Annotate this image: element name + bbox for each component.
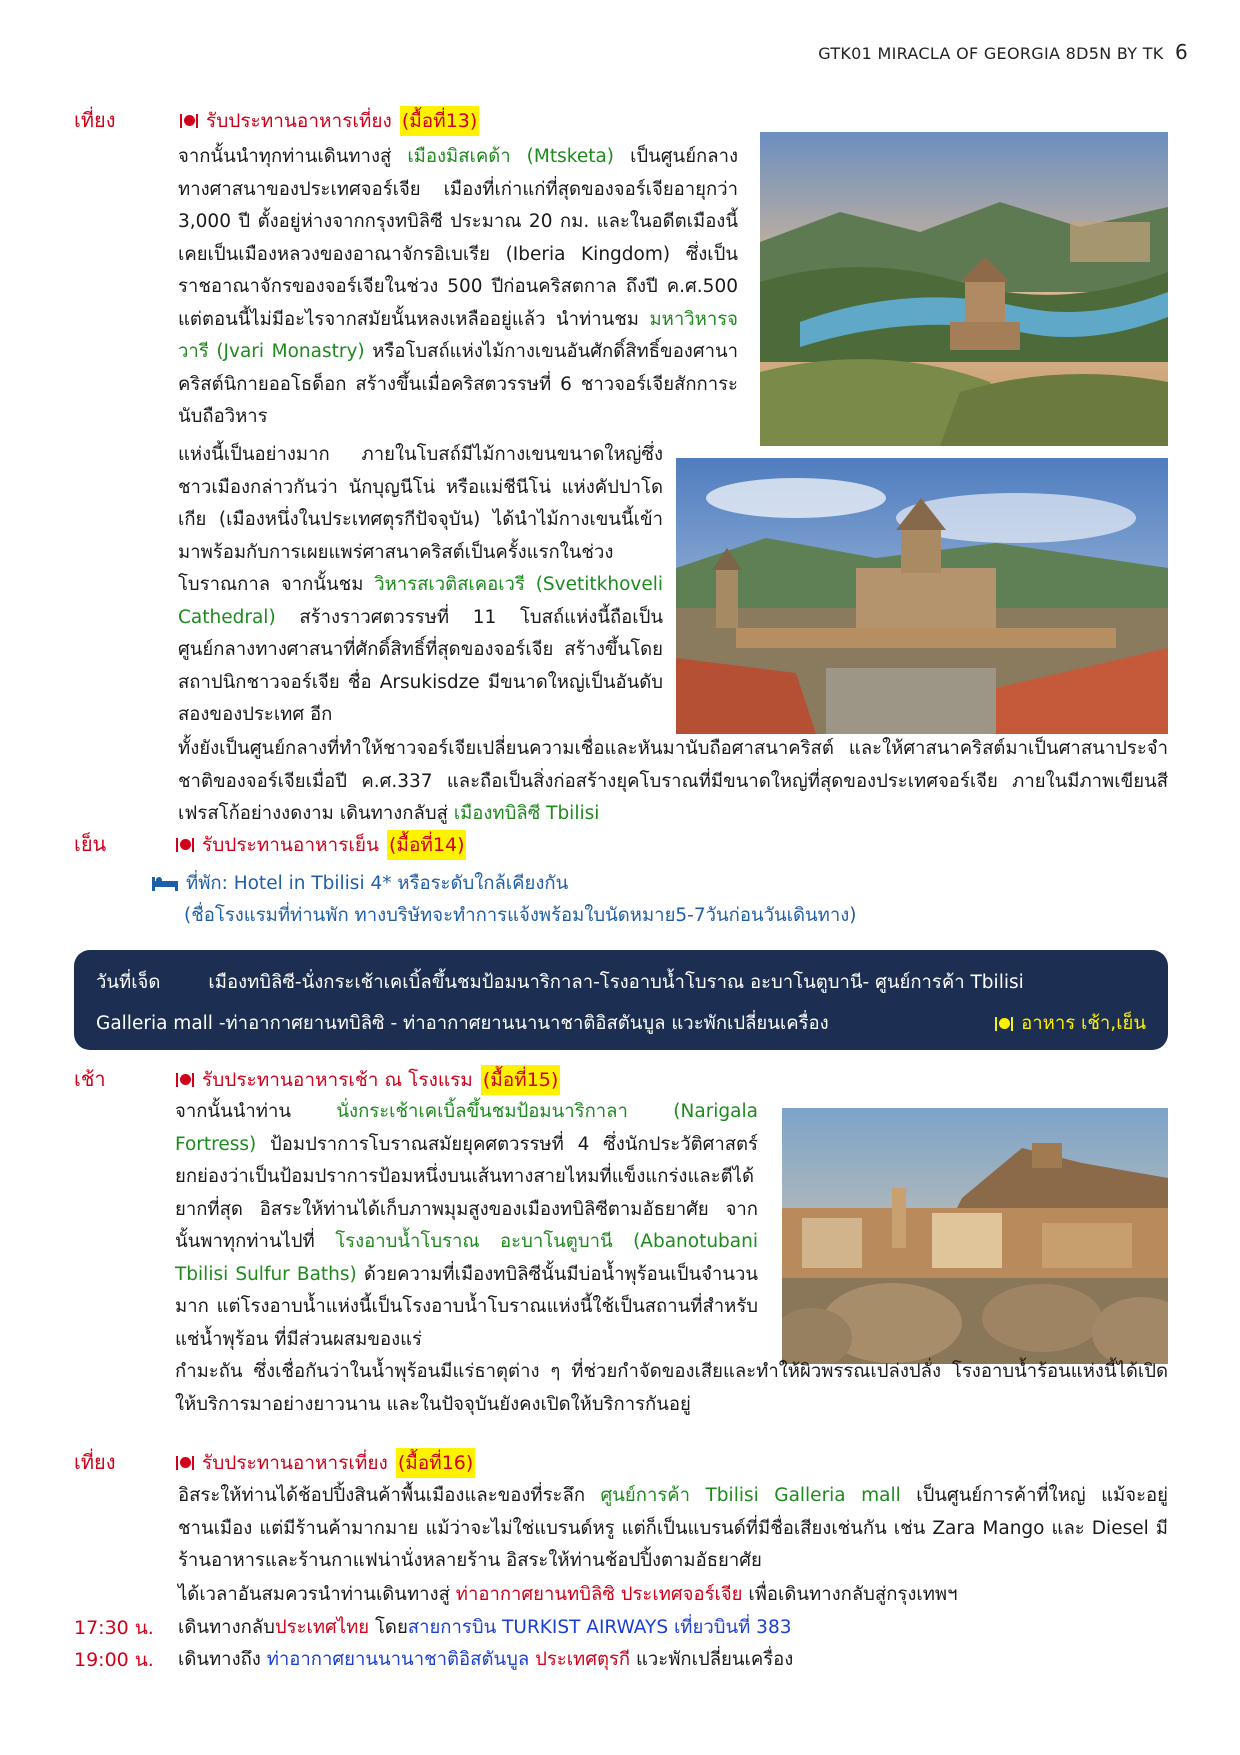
text-span: เป็นศูนย์การค้าที่ใหญ่ แม้จะอยู่ชานเมือง แต่มีร้านค้ามากมาย แม้ว่าจะไม่ใช่แบรนด์หรู แต่ก็เป็นแบรนด์ที่มีชื่อเสียงเช่นกัน เช่น Zara Mango และ Diesel มีร้านอาหารและร้านกาแฟน่านั่งหลายร้าน อิสระให้ท่านช้อปปิ้งตามอัธยาศัย <box>178 1485 1168 1571</box>
hotel-note: (ชื่อโรงแรมที่ท่านพัก ทางบริษัทจะทำการแจ้งพร้อมใบนัดหมาย5-7วันก่อนวันเดินทาง) <box>184 905 857 926</box>
text-span: จากนั้นนำท่าน <box>175 1101 337 1122</box>
text-span: ด้วยความที่เมืองทบิลิซีนั้นมีบ่อน้ำพุร้อนเป็นจำนวนมาก แต่โรงอาบน้ำแห่งนี้เป็นโรงอาบน้ำโบราณแห่งนี้ใช้เป็นสถานที่สำหรับแช่น้ำพุร้อน ที่มีส่วนผสมของแร่ <box>175 1263 759 1350</box>
text-span: กำมะถัน ซึ่งเชื่อกันว่าในน้ำพุร้อนมีแร่ธาตุต่าง ๆ ที่ช่วยกำจัดของเสียและทำให้ผิวพรรณเปล่งปลั่ง โรงอาบน้ำร้อนแห่งนี้ได้เปิดให้บริการมาอย่างยาวนาน และในปัจจุบันยังคงเปิดให้บริการกันอยู่ <box>175 1361 1168 1415</box>
photo-svetitskhoveli-cathedral <box>676 458 1168 734</box>
day-route-line-2: Galleria mall -ท่าอากาศยานทบิลิซิ - ท่าอากาศยานนานาชาติอิสตันบูล แวะพักเปลี่ยนเครื่อง <box>96 1013 829 1034</box>
monastery-paragraph <box>178 439 663 732</box>
place-narikala: นั่งกระเช้าเคเบิ้ลขึ้นชมป้อมนาริกาลา (Narigala Fortress) <box>175 1101 758 1155</box>
place-abanotubani: โรงอาบน้ำโบราณ อะบาโนตูบานี (Abanotubani Tbilisi Sulfur Baths) <box>175 1231 758 1285</box>
place-galleria-mall: ศูนย์การค้า Tbilisi Galleria mall <box>600 1485 901 1506</box>
text-span: สร้างราวศตวรรษที่ 11 โบสถ์แห่งนี้ถือเป็นศูนย์กลางทางศาสนาที่ศักดิ์สิทธิ์ที่สุดของจอร์เจีย สร้างขึ้นโดยสถาปนิกชาวจอร์เจีย ชื่อ Arsukisdze มีขนาดใหญ่เป็นอันดับสองของประเทศ อีก <box>178 606 663 725</box>
meal-lunch-13 <box>180 106 479 136</box>
istanbul-airport: ท่าอากาศยานนานาชาติอิสตันบูล <box>266 1649 530 1670</box>
day-meals <box>995 1009 1146 1038</box>
text-span: ได้เวลาอันสมควรนำท่านเดินทางสู่ <box>178 1584 456 1605</box>
meal-tag: (มื้อที่13) <box>400 106 479 136</box>
timeline-entry-2 <box>178 1645 793 1674</box>
hotel-name: ที่พัก: Hotel in Tbilisi 4* หรือระดับใกล้เคียงกัน <box>186 873 569 894</box>
text-span: จากนั้นนำทุกท่านเดินทางสู่ <box>178 146 408 167</box>
text-span: แวะพักเปลี่ยนเครื่อง <box>630 1649 794 1670</box>
place-tbilisi: เมืองทบิลิซี Tbilisi <box>453 803 600 824</box>
destination-turkey: ประเทศตุรกี <box>535 1649 631 1670</box>
airline: สายการบิน TURKIST AIRWAYS <box>407 1617 669 1638</box>
text-span: อิสระให้ท่านได้ช้อปปิ้งสินค้าพื้นเมืองและของที่ระลึก <box>178 1485 601 1506</box>
document-title: GTK01 MIRACLA OF GEORGIA 8D5N BY TK <box>818 44 1164 63</box>
meal-lunch-16 <box>176 1448 475 1478</box>
place-jvari: มหาวิหารจวารี (Jvari Monastry) <box>178 308 738 362</box>
meal-text: รับประทานอาหารเที่ยง <box>202 1452 388 1474</box>
hotel-line <box>150 868 856 900</box>
text-span: ป้อมปราการโบราณสมัยยุคศตวรรษที่ 4 ซึ่งนักประวัติศาสตร์ยกย่องว่าเป็นป้อมปราการป้อมหนึ่งบนเส้นทางสายไหมที่แข็งแกร่งและตีได้ยากที่สุด อิสระให้ท่านได้เก็บภาพมุมสูงของเมืองทบิลิซีตามอัธยาศัย จากนั้นพาทุกท่านไปที่ <box>175 1133 758 1252</box>
flight-number: เที่ยวบินที่ 383 <box>673 1617 792 1638</box>
page-number: 6 <box>1174 40 1188 64</box>
day-label: วันที่เจ็ด <box>96 972 161 993</box>
narikala-paragraph <box>175 1096 758 1356</box>
meal-tag: (มื้อที่15) <box>481 1065 560 1095</box>
galleria-paragraph <box>178 1480 1168 1578</box>
photo-jvari-monastery <box>760 132 1168 446</box>
cathedral-paragraph-continued <box>178 733 1168 831</box>
day-route-line-1: เมืองทบิลิซี-นั่งกระเช้าเคเบิ้ลขึ้นชมป้อมนาริกาลา-โรงอาบน้ำโบราณ อะบาโนตูบานี- ศูนย์การค้า Tbilisi <box>208 972 1024 993</box>
text-span: ทั้งยังเป็นศูนย์กลางที่ทำให้ชาวจอร์เจียเปลี่ยนความเชื่อและหันมานับถือศาสนาคริสต์ และให้ศาสนาคริสต์มาเป็นศาสนาประจำชาติของจอร์เจียเมื่อปี ค.ศ.337 และถือเป็นสิ่งก่อสร้างยุคโบราณที่มีขนาดใหญ่ที่สุดของประเทศจอร์เจีย ภายในมีภาพเขียนสีเฟรสโก้อย่างงดงาม เดินทางกลับสู่ <box>178 738 1168 824</box>
timeline-time-1: 17:30 น. <box>74 1617 154 1639</box>
meal-dinner-14 <box>176 830 466 860</box>
dining-icon <box>180 114 198 128</box>
airport-paragraph <box>178 1579 1168 1612</box>
text-span: โดย <box>369 1617 408 1638</box>
dining-icon <box>176 838 194 852</box>
timeline-entry-1 <box>178 1613 792 1642</box>
text-span: เดินทางถึง <box>178 1649 267 1670</box>
photo-abanotubani-baths <box>782 1108 1168 1364</box>
timeline-time-2: 19:00 น. <box>74 1649 154 1671</box>
dining-icon <box>176 1456 194 1470</box>
meal-text: รับประทานอาหารเช้า ณ โรงแรม <box>202 1069 473 1091</box>
dining-icon <box>995 1017 1013 1031</box>
time-label-morning: เช้า <box>74 1067 106 1091</box>
time-label-evening: เย็น <box>74 832 107 856</box>
time-label-noon-2: เที่ยง <box>74 1450 116 1474</box>
bed-icon <box>150 875 180 893</box>
day-seven-banner <box>74 950 1168 1050</box>
place-svetitskhoveli: วิหารสเวติสเคอเวรี (Svetitkhoveli Cathedral) <box>178 574 663 628</box>
time-label-noon: เที่ยง <box>74 108 116 132</box>
mtskheta-paragraph <box>178 141 738 434</box>
dining-icon <box>176 1073 194 1087</box>
text-span: แห่งนี้เป็นอย่างมาก ภายในโบสถ์มีไม้กางเขนขนาดใหญ่ซึ่งชาวเมืองกล่าวกันว่า นักบุญนีโน่ หรือแม่ชีนีโน่ แห่งคัปปาโดเกีย (เมืองหนึ่งในประเทศตุรกีปัจจุบัน) ได้นำไม้กางเขนนี้เข้ามาพร้อมกับการเผยแพร่ศาสนาคริสต์เป็นครั้งแรกในช่วงโบราณกาล จากนั้นชม <box>178 444 663 595</box>
page-header <box>818 40 1188 64</box>
destination-thailand: ประเทศไทย <box>274 1617 370 1638</box>
text-span: หรือโบสถ์แห่งไม้กางเขนอันศักดิ์สิทธิ์ของศานาคริสต์นิกายออโธด็อก สร้างขึ้นเมื่อคริสตวรรษที่ 6 ชาวจอร์เจียสักการะนับถือวิหาร <box>178 341 738 427</box>
text-span: เป็นศูนย์กลางทางศาสนาของประเทศจอร์เจีย เมืองที่เก่าแก่ที่สุดของจอร์เจียอายุกว่า 3,000 ปี ตั้งอยู่ห่างจากกรุงทบิลิซี ประมาณ 20 กม. และในอดีตเมืองนี้เคยเป็นเมืองหลวงของอาณาจักรอิเบเรีย (Iberia Kingdom) ซึ่งเป็นราชอาณาจักรของจอร์เจียในช่วง 500 ปีก่อนคริสตกาล ถึงปี ค.ศ.500 แต่ตอนนี้ไม่มีอะไรจากสมัยนั้นหลงเหลืออยู่แล้ว นำท่านชม <box>178 146 738 330</box>
day-meals-text: อาหาร เช้า,เย็น <box>1021 1013 1146 1034</box>
place-mtskheta: เมืองมิสเคด้า (Mtsketa) <box>407 146 615 167</box>
text-span: เพื่อเดินทางกลับสู่กรุงเทพฯ <box>742 1584 958 1605</box>
meal-text: รับประทานอาหารเย็น <box>202 834 380 856</box>
meal-tag: (มื้อที่16) <box>396 1448 475 1478</box>
hotel-info <box>150 868 856 932</box>
baths-paragraph-continued <box>175 1356 1168 1421</box>
text-span: เดินทางกลับ <box>178 1617 275 1638</box>
meal-tag: (มื้อที่14) <box>387 830 466 860</box>
place-tbilisi-airport: ท่าอากาศยานทบิลิซิ ประเทศจอร์เจีย <box>455 1584 743 1605</box>
meal-breakfast-15 <box>176 1065 560 1095</box>
meal-text: รับประทานอาหารเที่ยง <box>206 110 392 132</box>
